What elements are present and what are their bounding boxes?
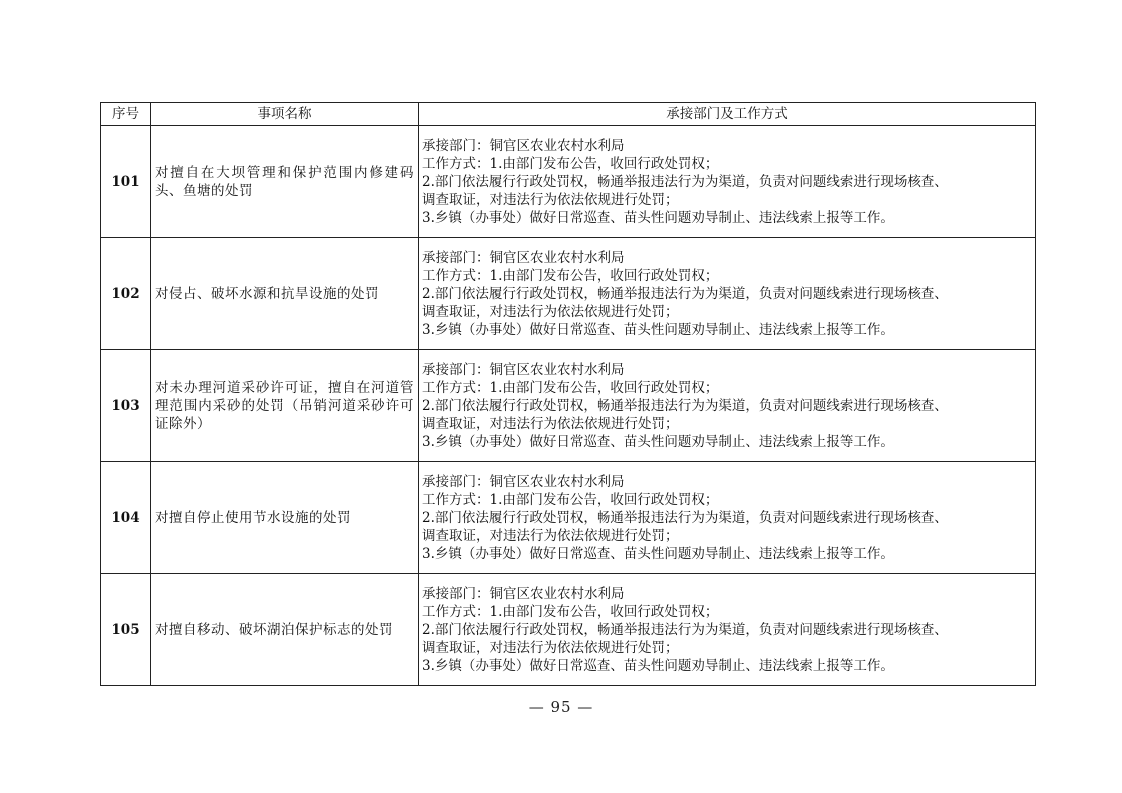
table-row [101, 574, 1036, 686]
row-detail [419, 126, 1036, 238]
detail-dept: 承接部门：铜官区农业农村水利局 [422, 137, 625, 154]
detail-step3: 3.乡镇（办事处）做好日常巡查、苗头性问题劝导制止、违法线索上报等工作。 [422, 545, 894, 562]
detail-step3: 3.乡镇（办事处）做好日常巡查、苗头性问题劝导制止、违法线索上报等工作。 [422, 657, 894, 674]
detail-step2: 2.部门依法履行行政处罚权，畅通举报违法行为为渠道，负责对问题线索进行现场核查、 [422, 285, 948, 302]
detail-step3: 3.乡镇（办事处）做好日常巡查、苗头性问题劝导制止、违法线索上报等工作。 [422, 433, 894, 450]
detail-method: 工作方式：1.由部门发布公告，收回行政处罚权； [422, 379, 719, 396]
row-seq: 102 [101, 238, 151, 350]
header-dept-method: 承接部门及工作方式 [419, 103, 1036, 126]
row-seq: 101 [101, 126, 151, 238]
matters-table [100, 102, 1036, 686]
row-seq: 104 [101, 462, 151, 574]
table-row [101, 238, 1036, 350]
row-detail [419, 462, 1036, 574]
header-item-name: 事项名称 [151, 103, 419, 126]
table-row [101, 462, 1036, 574]
header-seq: 序号 [101, 103, 151, 126]
detail-step2: 2.部门依法履行行政处罚权，畅通举报违法行为为渠道，负责对问题线索进行现场核查、 [422, 621, 948, 638]
table-header-row [101, 103, 1036, 126]
row-item-name: 对未办理河道采砂许可证，擅自在河道管理范围内采砂的处罚（吊销河道采砂许可证除外） [151, 350, 419, 462]
detail-method: 工作方式：1.由部门发布公告，收回行政处罚权； [422, 603, 719, 620]
detail-dept: 承接部门：铜官区农业农村水利局 [422, 361, 625, 378]
detail-step2: 2.部门依法履行行政处罚权，畅通举报违法行为为渠道，负责对问题线索进行现场核查、 [422, 397, 948, 414]
table-row [101, 126, 1036, 238]
detail-method: 工作方式：1.由部门发布公告，收回行政处罚权； [422, 155, 719, 172]
detail-step2: 2.部门依法履行行政处罚权，畅通举报违法行为为渠道，负责对问题线索进行现场核查、 [422, 509, 948, 526]
detail-step2-cont: 调查取证，对违法行为依法依规进行处罚； [422, 639, 679, 656]
detail-step2-cont: 调查取证，对违法行为依法依规进行处罚； [422, 527, 679, 544]
row-item-name: 对侵占、破坏水源和抗旱设施的处罚 [151, 238, 419, 350]
row-detail [419, 238, 1036, 350]
detail-step3: 3.乡镇（办事处）做好日常巡查、苗头性问题劝导制止、违法线索上报等工作。 [422, 321, 894, 338]
detail-step2: 2.部门依法履行行政处罚权，畅通举报违法行为为渠道，负责对问题线索进行现场核查、 [422, 173, 948, 190]
row-item-name: 对擅自停止使用节水设施的处罚 [151, 462, 419, 574]
row-detail [419, 350, 1036, 462]
detail-dept: 承接部门：铜官区农业农村水利局 [422, 473, 625, 490]
detail-step2-cont: 调查取证，对违法行为依法依规进行处罚； [422, 191, 679, 208]
detail-step3: 3.乡镇（办事处）做好日常巡查、苗头性问题劝导制止、违法线索上报等工作。 [422, 209, 894, 226]
page-number: — 95 — [528, 698, 594, 716]
detail-method: 工作方式：1.由部门发布公告，收回行政处罚权； [422, 491, 719, 508]
row-item-name: 对擅自移动、破坏湖泊保护标志的处罚 [151, 574, 419, 686]
detail-step2-cont: 调查取证，对违法行为依法依规进行处罚； [422, 303, 679, 320]
detail-dept: 承接部门：铜官区农业农村水利局 [422, 249, 625, 266]
row-item-name: 对擅自在大坝管理和保护范围内修建码头、鱼塘的处罚 [151, 126, 419, 238]
detail-method: 工作方式：1.由部门发布公告，收回行政处罚权； [422, 267, 719, 284]
detail-step2-cont: 调查取证，对违法行为依法依规进行处罚； [422, 415, 679, 432]
row-seq: 103 [101, 350, 151, 462]
row-seq: 105 [101, 574, 151, 686]
row-detail [419, 574, 1036, 686]
detail-dept: 承接部门：铜官区农业农村水利局 [422, 585, 625, 602]
table-row [101, 350, 1036, 462]
